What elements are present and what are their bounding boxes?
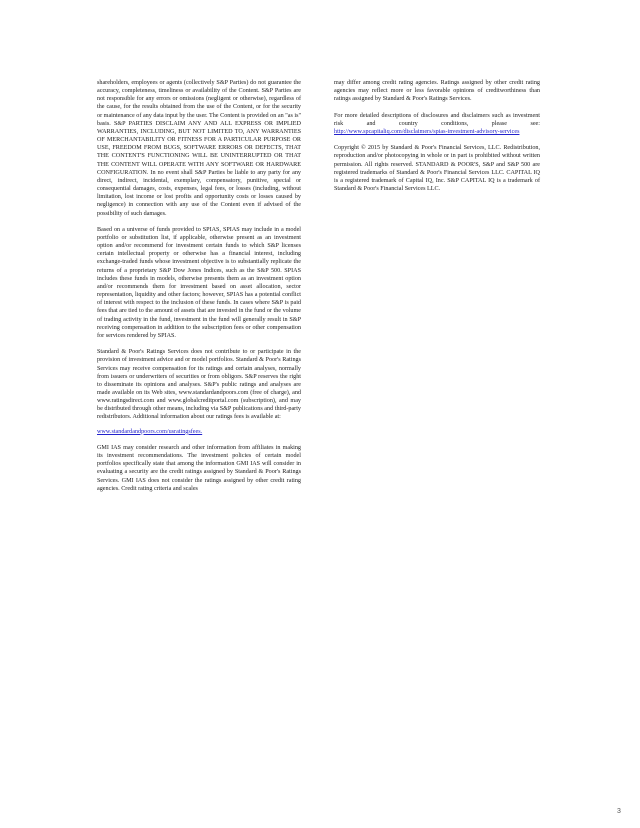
ratings-fees-link[interactable]: www.standardandpoors.com/usratingsfees.	[97, 428, 203, 435]
copyright-paragraph: Copyright © 2015 by Standard & Poor's Financial Services, LLC. Redistribution, reproduction and/or photocopying in whole or in part is prohibited without written permission. All rights reserved. STANDARD & POOR'S, S&P and S&P 500 are registered trademarks of Standard & Poor's Financial Services LLC. CAPITAL IQ is a registered trademark of Capital IQ, Inc. S&P CAPITAL IQ is a trademark of Standard & Poor's Financial Services LLC.	[334, 145, 540, 193]
disclaimers-link[interactable]: http://www.spcapitaliq.com/disclaimers/spias-investment-advisory-services	[334, 128, 520, 135]
ratings-services-paragraph: Standard & Poor's Ratings Services does not contribute to or participate in the provision of investment advice and or model portfolios. Standard & Poor's Ratings Services may receive compensation for its ratings and certain analyses, normally from issuers or underwriters of securities or from obligors. S&P reserves the right to disseminate its opinions and analyses. S&P's public ratings and analyses are made available on its Web sites, www.standardandpoors.com (free of charge), and www.ratingsdirect.com and www.globalcreditportal.com (subscription), and may be distributed through other means, including via S&P publications and third-party redistributors. Additional information about our ratings fees is available at:	[97, 349, 301, 421]
spias-conflict-paragraph: Based on a universe of funds provided to SPIAS, SPIAS may include in a model portfolio or substitution list, if applicable, otherwise present as an investment option and/or recommend for investment certain funds to which S&P licenses certain intellectual property or otherwise has a financial interest, including exchange-traded funds whose investment objective is to substantially replicate the returns of a proprietary S&P Dow Jones Indices, such as the S&P 500. SPIAS includes these funds in models, otherwise presents them as an investment option and/or recommends them for investment based on asset allocation, sector representation, liquidity and other factors; however, SPIAS has a potential conflict of interest with respect to the inclusion of these funds. In cases where S&P is paid fees that are tied to the amount of assets that are invested in the fund or the volume of trading activity in the fund, investment in the fund will generally result in S&P receiving compensation in addition to the subscription fees or other compensation for services rendered by SPIAS.	[97, 226, 301, 339]
disclosures-text: For more detailed descriptions of disclosures and disclaimers such as investment risk and country conditions, please see:	[334, 112, 540, 127]
page-number: 3	[617, 808, 621, 815]
disclosures-paragraph	[334, 112, 540, 136]
disclaimer-paragraph: shareholders, employees or agents (collectively S&P Parties) do not guarantee the accuracy, completeness, timeliness or availability of the Content. S&P Parties are not responsible for any errors or omissions (negligent or otherwise), regardless of the cause, for the results obtained from the use of the Content, or for the security or maintenance of any data input by the user. The Content is provided on an "as is" basis. S&P PARTIES DISCLAIM ANY AND ALL EXPRESS OR IMPLIED WARRANTIES, INCLUDING, BUT NOT LIMITED TO, ANY WARRANTIES OF MERCHANTABILITY OR FITNESS FOR A PARTICULAR PURPOSE OR USE, FREEDOM FROM BUGS, SOFTWARE ERRORS OR DEFECTS, THAT THE CONTENT'S FUNCTIONING WILL BE UNINTERRUPTED OR THAT THE CONTENT WILL OPERATE WITH ANY SOFTWARE OR HARDWARE CONFIGURATION. In no event shall S&P Parties be liable to any party for any direct, indirect, incidental, exemplary, compensatory, punitive, special or consequential damages, costs, expenses, legal fees, or losses (including, without limitation, lost income or lost profits and opportunity costs or losses caused by negligence) in connection with any use of the Content even if advised of the possibility of such damages.	[97, 80, 301, 217]
left-column	[97, 79, 301, 501]
right-column	[334, 79, 540, 201]
gmi-ias-paragraph: GMI IAS may consider research and other information from affiliates in making its investment recommendations. The investment policies of certain model portfolios specifically state that among the information GMI IAS will consider in evaluating a security are the credit ratings assigned by Standard & Poor's Ratings Services. GMI IAS does not consider the ratings assigned by other credit rating agencies. Credit rating criteria and scales	[97, 444, 301, 492]
rating-agencies-paragraph: may differ among credit rating agencies. Ratings assigned by other credit rating agencies may reflect more or less favorable opinions of creditworthiness than ratings assigned by Standard & Poor's Ratings Services.	[334, 80, 540, 103]
